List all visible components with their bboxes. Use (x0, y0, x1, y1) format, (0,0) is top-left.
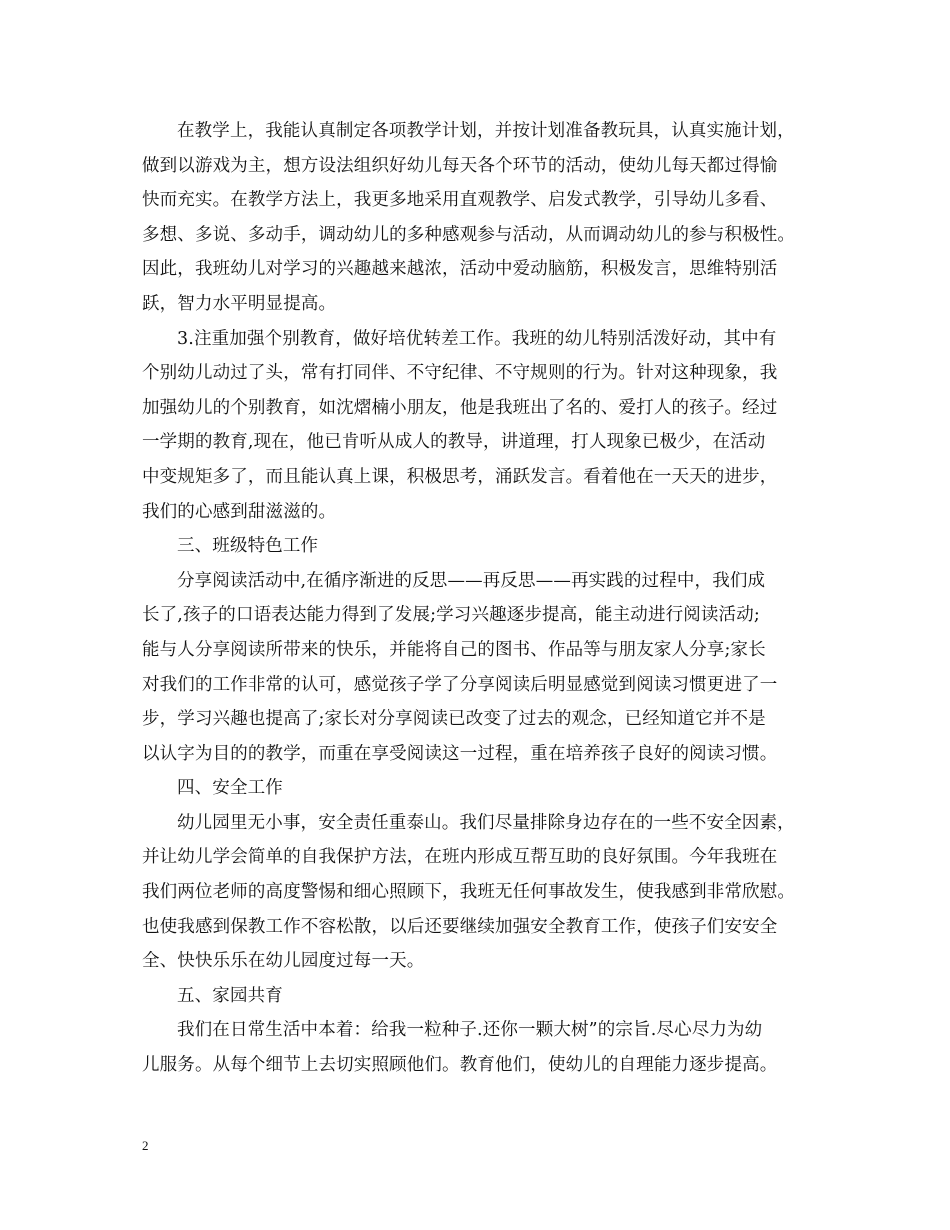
document-body (142, 114, 822, 1083)
page-number: 2 (142, 1138, 149, 1153)
section-heading: 五、家园共育 (177, 985, 283, 1006)
paragraph-line: 在教学上，我能认真制定各项教学计划，并按计划准备教玩具，认真实施计划， (177, 121, 795, 141)
paragraph-line: 分享阅读活动中,在循序渐进的反思——再反思——再实践的过程中，我们成 (177, 570, 766, 591)
paragraph-line: 因此，我班幼儿对学习的兴趣越来越浓，活动中爱动脑筋，积极发言，思维特别活 (142, 259, 778, 280)
paragraph-line: 对我们的工作非常的认可，感觉孩子学了分享阅读后明显感觉到阅读习惯更进了一 (142, 674, 778, 695)
paragraph-line: 加强幼儿的个别教育，如沈熠楠小朋友，他是我班出了名的、爱打人的孩子。经过 (142, 397, 778, 418)
paragraph-line: 快而充实。在教学方法上，我更多地采用直观教学、启发式教学，引导幼儿多看、 (142, 190, 778, 211)
paragraph-line: 做到以游戏为主，想方设法组织好幼儿每天各个环节的活动，使幼儿每天都过得愉 (142, 155, 778, 176)
paragraph-line: 一学期的教育,现在，他已肯听从成人的教导，讲道理，打人现象已极少，在活动 (142, 432, 766, 453)
paragraph-line: 我们的心感到甜滋滋的。 (142, 501, 337, 522)
section-heading: 四、安全工作 (177, 778, 283, 799)
paragraph-line: 3.注重加强个别教育，做好培优转差工作。我班的幼儿特别活泼好动，其中有 (177, 328, 777, 349)
paragraph-line: 跃，智力水平明显提高。 (142, 293, 337, 314)
paragraph-line: 儿服务。从每个细节上去切实照顾他们。教育他们，使幼儿的自理能力逐步提高。 (142, 1055, 778, 1076)
paragraph-line: 中变规矩多了，而且能认真上课，积极思考，涌跃发言。看着他在一天天的进步， (142, 466, 778, 487)
paragraph-line: 以认字为目的的教学，而重在享受阅读这一过程，重在培养孩子良好的阅读习惯。 (142, 743, 778, 764)
paragraph-line: 多想、多说、多动手，调动幼儿的多种感观参与活动，从而调动幼儿的参与积极性。 (142, 224, 796, 245)
paragraph-line: 我们两位老师的高度警惕和细心照顾下，我班无任何事故发生，使我感到非常欣慰。 (142, 882, 796, 903)
paragraph-line: 全、快快乐乐在幼儿园度过每一天。 (142, 951, 425, 972)
paragraph-line: 步，学习兴趣也提高了;家长对分享阅读已改变了过去的观念，已经知道它并不是 (142, 709, 766, 730)
paragraph-line: 我们在日常生活中本着：给我一粒种子.还你一颗大树”的宗旨.尽心尽力为幼 (177, 1020, 763, 1041)
paragraph-line: 并让幼儿学会简单的自我保护方法，在班内形成互帮互助的良好氛围。今年我班在 (142, 847, 778, 868)
section-heading: 三、班级特色工作 (177, 536, 319, 557)
paragraph-line: 长了,孩子的口语表达能力得到了发展;学习兴趣逐步提高，能主动进行阅读活动; (142, 605, 760, 626)
paragraph-line: 也使我感到保教工作不容松散，以后还要继续加强安全教育工作，使孩子们安安全 (142, 916, 778, 937)
paragraph-line: 能与人分享阅读所带来的快乐，并能将自己的图书、作品等与朋友家人分享;家长 (142, 639, 766, 660)
paragraph-line: 个别幼儿动过了头，常有打同伴、不守纪律、不守规则的行为。针对这种现象，我 (142, 363, 778, 384)
paragraph-line: 幼儿园里无小事，安全责任重泰山。我们尽量排除身边存在的一些不安全因素， (177, 812, 795, 833)
